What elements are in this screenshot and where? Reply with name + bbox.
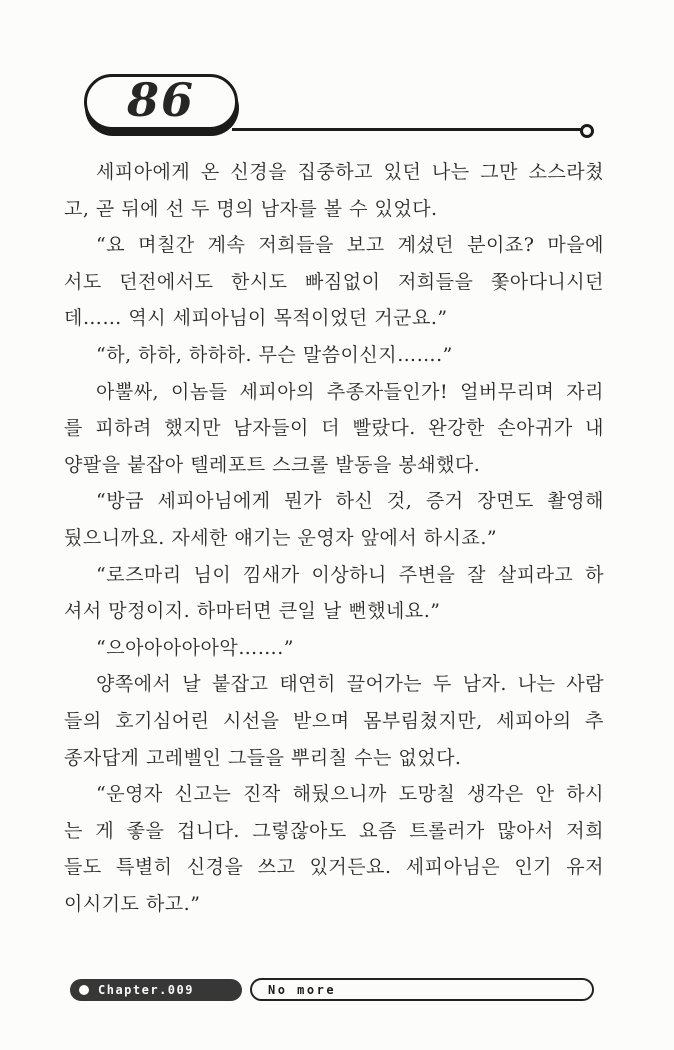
body-line: 아뿔싸, 이놈들 세피아의 추종자들인가! 얼버무리며 자리 (96, 380, 604, 403)
body-line: 데…… 역시 세피아님이 목적이었던 거군요.” (64, 307, 448, 330)
body-line: “하, 하하, 하하하. 무슨 말씀이신지…….” (96, 343, 453, 366)
body-line: “운영자 신고는 진작 해뒀으니까 도망칠 생각은 안 하시 (96, 783, 604, 806)
body-line: 뒀으니까요. 자세한 얘기는 운영자 앞에서 하시죠.” (64, 526, 498, 549)
page-number: 86 (126, 73, 195, 127)
body-line: 들도 특별히 신경을 쓰고 있거든요. 세피아님은 인기 유저 (64, 856, 604, 879)
body-line: 세피아에게 온 신경을 집중하고 있던 나는 그만 소스라쳤 (96, 161, 604, 183)
body-line: 서도 던전에서도 한시도 빠짐없이 저희들을 쫓아다니시던 (64, 270, 604, 293)
header-rule (232, 128, 584, 131)
body-line: “로즈마리 님이 낌새가 이상하니 주변을 잘 살피라고 하 (96, 563, 604, 586)
body-line: 양쪽에서 날 붙잡고 태연히 끌어가는 두 남자. 나는 사람 (96, 673, 604, 696)
body-line: 고, 곧 뒤에 선 두 명의 남자를 볼 수 있었다. (64, 197, 438, 220)
chapter-badge (70, 979, 242, 1001)
body-line: 양팔을 붙잡아 텔레포트 스크롤 발동을 봉쇄했다. (64, 453, 481, 476)
body-line: 는 게 좋을 겁니다. 그렇잖아도 요즘 트롤러가 많아서 저희 (64, 819, 604, 842)
header-rule-end-ring-icon (580, 124, 594, 138)
body-line: 셔서 망정이지. 하마터면 큰일 날 뻔했네요.” (64, 600, 441, 623)
section-label: No more (268, 982, 337, 997)
body-line: “요 며칠간 계속 저희들을 보고 계셨던 분이죠? 마을에 (96, 234, 604, 257)
bullet-icon (79, 985, 89, 995)
chapter-label: Chapter.009 (98, 983, 194, 997)
body-line: “방금 세피아님에게 뭔가 하신 것, 증거 장면도 촬영해 (96, 490, 604, 513)
body-line: 종자답게 고레벨인 그들을 뿌리칠 수는 없었다. (64, 746, 462, 769)
body-line: 를 피하려 했지만 남자들이 더 빨랐다. 완강한 손아귀가 내 (64, 417, 604, 440)
section-badge (250, 978, 594, 1001)
body-line: 이시기도 하고.” (64, 892, 201, 915)
page-number-badge (84, 74, 238, 130)
body-line: “으아아아아아악…….” (96, 636, 294, 659)
body-text (64, 154, 604, 922)
body-line: 들의 호기심어린 시선을 받으며 몸부림쳤지만, 세피아의 추 (64, 709, 604, 732)
